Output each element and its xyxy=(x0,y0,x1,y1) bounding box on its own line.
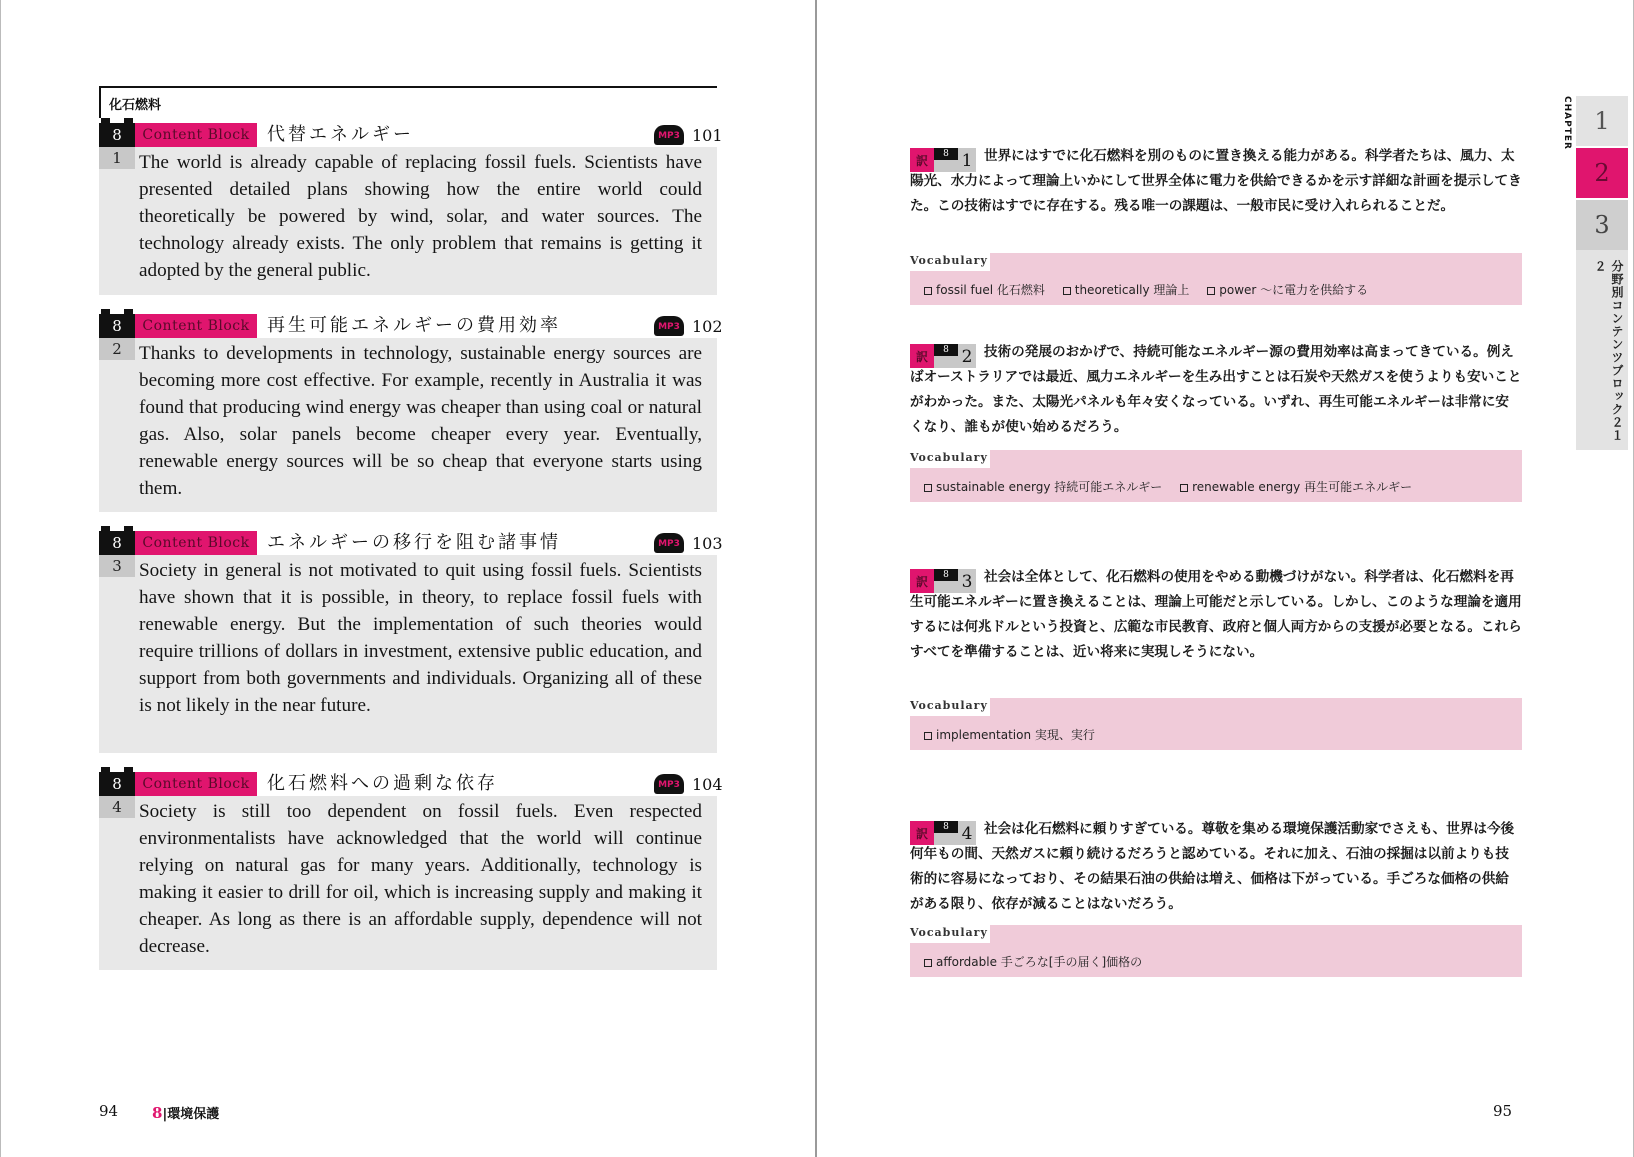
track-number: 103 xyxy=(692,534,723,553)
mp3-icon[interactable]: MP3 xyxy=(654,125,684,145)
vocab-item[interactable]: renewable energy 再生可能エネルギー xyxy=(1180,480,1412,494)
translation-block-1 xyxy=(910,148,1522,248)
translation-text: 技術の発展のおかげで、持続可能なエネルギー源の費用効率は高まってきている。例えばオーストラリアでは最近、風力エネルギーを生み出すことは石炭や天然ガスを使うよりも安いことがわかった。また、太陽光パネルも年々安くなっている。いずれ、再生可能エネルギーは非常に安くなり、誰もが使い始めるだろう。 xyxy=(910,344,1522,435)
block-number: 1 xyxy=(99,147,135,169)
translation-text: 社会は全体として、化石燃料の使用をやめる動機づけがない。科学者は、化石燃料を再生可能エネルギーに置き換えることは、理論上可能だと示している。しかし、このような理論を適用するには何兆ドルという投資と、広範な市民教育、政府と個人両方からの支援が必要となる。これらすべてを準備することは、近い将来に実現しそうにない。 xyxy=(910,569,1522,660)
content-block-label: Content Block xyxy=(135,123,257,147)
translation-icon: 訳 xyxy=(910,148,934,172)
translation-number: 3 xyxy=(958,569,976,593)
vocab-label-bg xyxy=(910,253,990,271)
vocab-label-bg xyxy=(910,698,990,716)
vocab-items xyxy=(924,726,1109,743)
block-number: 3 xyxy=(99,555,135,577)
chapter-tab-caption xyxy=(1576,250,1628,450)
translation-block-3 xyxy=(910,569,1522,694)
vocab-items xyxy=(924,478,1426,495)
block-number: 2 xyxy=(99,338,135,360)
block-text: Society in general is not motivated to quit using fossil fuels. Scientists have shown that it is possible, in theory, to replace fossil fuels with renewable energy. But the implementation of such theories would require trillions of dollars in investment, extensive public education, and support from both governments and individuals. Organizing all of these is not likely in the near future. xyxy=(139,560,702,716)
vocab-label-bg xyxy=(910,450,990,468)
checkbox-icon[interactable] xyxy=(924,732,932,740)
block-text: Society is still too dependent on fossil fuels. Even respected environmentalists have acknowledged that the world will continue relying on natural gas for many years. Additionally, technology is making it easier to drill for oil, which is increasing supply and making it cheaper. As long as there is an affordable supply, dependence will not decrease. xyxy=(139,801,702,957)
content-block-label: Content Block xyxy=(135,531,257,555)
chapter-tab-3[interactable]: 3 xyxy=(1576,200,1628,250)
block-number: 4 xyxy=(99,796,135,818)
vocab-items xyxy=(924,281,1382,298)
chapter-number-small: 8 xyxy=(934,569,958,581)
footer-chapter-title: 環境保護 xyxy=(167,1107,220,1122)
vocab-box-2 xyxy=(910,450,1522,502)
translation-number: 1 xyxy=(958,148,976,172)
footer-divider: | xyxy=(162,1107,168,1122)
vocab-box-3 xyxy=(910,698,1522,750)
content-block-label: Content Block xyxy=(135,772,257,796)
tab-caption-text: 分野別コンテンツブロック２１２ xyxy=(1593,260,1624,442)
block-title: 代替エネルギー xyxy=(267,124,414,145)
checkbox-icon[interactable] xyxy=(924,287,932,295)
track-number: 104 xyxy=(692,775,723,794)
vocab-label: Vocabulary xyxy=(910,253,990,271)
translation-icon: 訳 xyxy=(910,344,934,368)
mp3-icon[interactable]: MP3 xyxy=(654,316,684,336)
chapter-number-small: 8 xyxy=(934,148,958,160)
checkbox-icon[interactable] xyxy=(1207,287,1215,295)
translation-block-2 xyxy=(910,344,1522,444)
block-text: The world is already capable of replacing fossil fuels. Scientists have presented detailed plans showing how the entire world could theoretically be powered by wind, solar, and water sources. The technology already exists. The only problem that remains is getting it adopted by the general public. xyxy=(139,152,702,281)
chapter-number-small: 8 xyxy=(934,344,958,356)
footer-chapter-number: 8 xyxy=(152,1104,163,1122)
vocab-item[interactable]: implementation 実現、実行 xyxy=(924,728,1095,742)
block-title: 再生可能エネルギーの費用効率 xyxy=(267,315,561,336)
translation-icon: 訳 xyxy=(910,821,934,845)
chapter-number-badge: 8 xyxy=(99,772,135,796)
topic-title: 化石燃料 xyxy=(109,98,162,113)
chapter-tab-2[interactable]: 2 xyxy=(1576,148,1628,198)
translation-icon: 訳 xyxy=(910,569,934,593)
page-number-left: 94 xyxy=(99,1102,119,1120)
content-block-label: Content Block xyxy=(135,314,257,338)
vocab-box-4 xyxy=(910,925,1522,977)
translation-text: 世界にはすでに化石燃料を別のものに置き換える能力がある。科学者たちは、風力、太陽光、水力によって理論上いかにして世界全体に電力を供給できるかを示す詳細な計画を提示してきた。この技術はすでに存在する。残る唯一の課題は、一般市民に受け入れられることだ。 xyxy=(910,148,1522,214)
number-badge-bg xyxy=(934,160,958,172)
chapter-tab-1[interactable]: 1 xyxy=(1576,96,1628,146)
vocab-box-1 xyxy=(910,253,1522,305)
vocab-label: Vocabulary xyxy=(910,925,990,943)
chapter-number-badge: 8 xyxy=(99,314,135,338)
mp3-icon[interactable]: MP3 xyxy=(654,533,684,553)
number-badge-bg xyxy=(934,356,958,368)
chapter-number-small: 8 xyxy=(934,821,958,833)
vocab-item[interactable]: sustainable energy 持続可能エネルギー xyxy=(924,480,1162,494)
mp3-icon[interactable]: MP3 xyxy=(654,774,684,794)
track-number: 101 xyxy=(692,126,723,145)
chapter-tab-label: CHAPTER xyxy=(1562,96,1572,150)
vocab-label: Vocabulary xyxy=(910,698,990,716)
checkbox-icon[interactable] xyxy=(1180,484,1188,492)
checkbox-icon[interactable] xyxy=(924,959,932,967)
chapter-number-badge: 8 xyxy=(99,123,135,147)
number-badge-bg xyxy=(934,581,958,593)
translation-text: 社会は化石燃料に頼りすぎている。尊敬を集める環境保護活動家でさえも、世界は今後何年もの間、天然ガスに頼り続けるだろうと認めている。それに加え、石油の採掘は以前よりも技術的に容易になっており、その結果石油の供給は増え、価格は下がっている。手ごろな価格の供給がある限り、依存が減ることはないだろう。 xyxy=(910,821,1515,912)
number-badge-bg xyxy=(934,833,958,845)
vocab-item[interactable]: theoretically 理論上 xyxy=(1063,283,1190,297)
translation-number: 2 xyxy=(958,344,976,368)
checkbox-icon[interactable] xyxy=(1063,287,1071,295)
page-number-right: 95 xyxy=(1493,1102,1513,1120)
translation-number: 4 xyxy=(958,821,976,845)
track-number: 102 xyxy=(692,317,723,336)
block-title: 化石燃料への過剰な依存 xyxy=(267,773,498,794)
vocab-label-bg xyxy=(910,925,990,943)
block-text: Thanks to developments in technology, sustainable energy sources are becoming more cost effective. For example, recently in Australia it was found that producing wind energy was cheaper than using coal or natural gas. Also, solar panels become cheaper every year. Eventually, renewable energy sources will be so cheap that everyone starts using them. xyxy=(139,343,702,499)
vocab-item[interactable]: affordable 手ごろな[手の届く]価格の xyxy=(924,955,1142,969)
vocab-label: Vocabulary xyxy=(910,450,990,468)
vocab-items xyxy=(924,953,1156,970)
block-title: エネルギーの移行を阻む諸事情 xyxy=(267,532,561,553)
translation-block-4 xyxy=(910,821,1522,921)
vocab-item[interactable]: fossil fuel 化石燃料 xyxy=(924,283,1045,297)
checkbox-icon[interactable] xyxy=(924,484,932,492)
vocab-item[interactable]: power ～に電力を供給する xyxy=(1207,283,1368,297)
chapter-number-badge: 8 xyxy=(99,531,135,555)
